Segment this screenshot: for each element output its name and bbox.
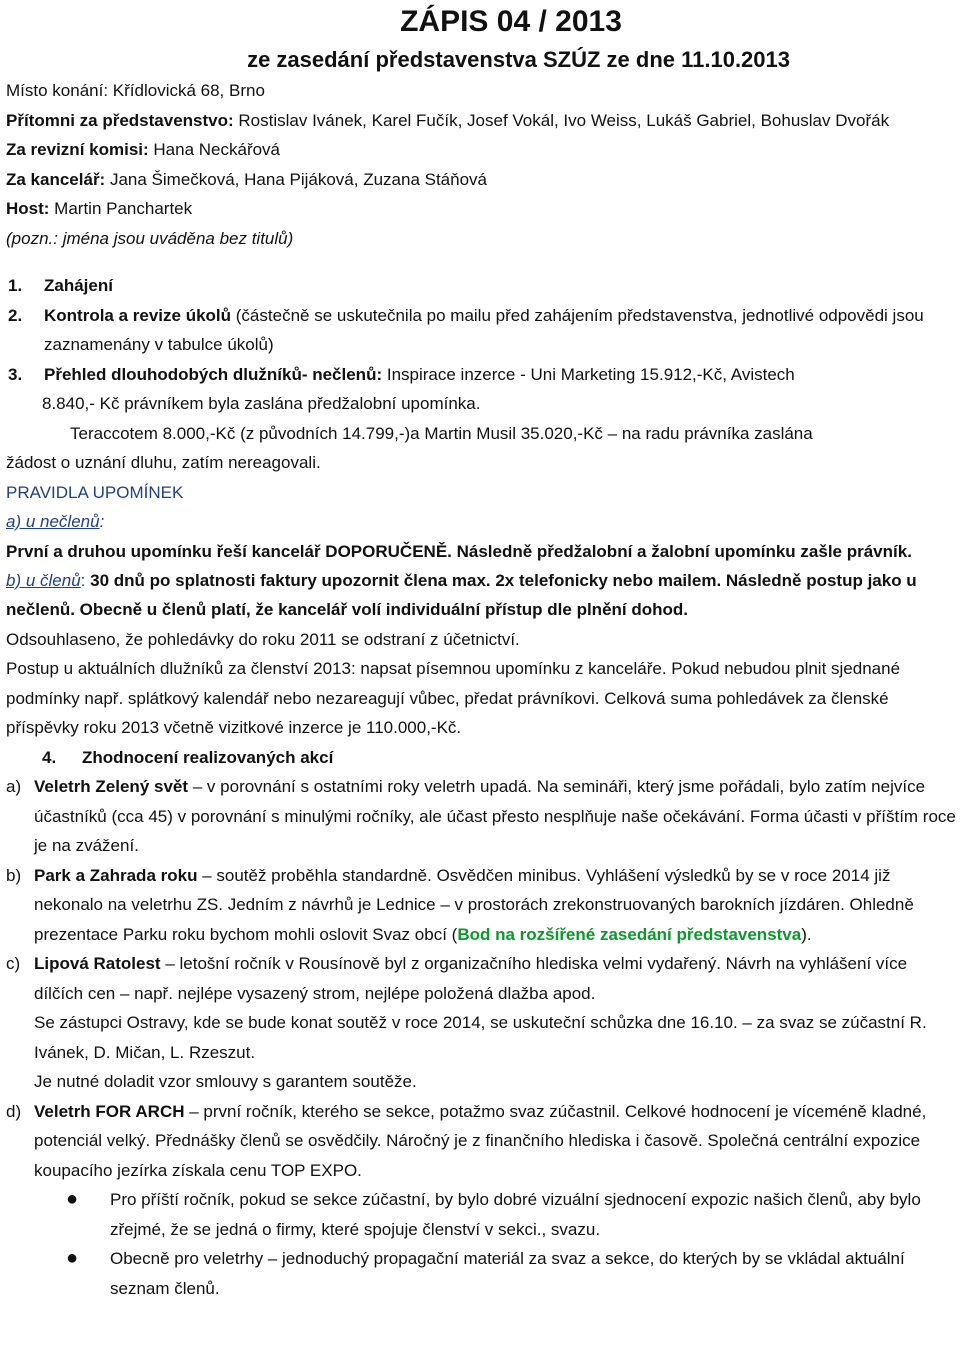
bullet-item: ● Pro příští ročník, pokud se sekce zúčastní, by bylo dobré vizuální sjednocení expozic našich členů, aby bylo zřejmé, že se jedná o firmy, které spojuje členství v sekci., svazu. (6, 1185, 956, 1244)
names-note: (pozn.: jména jsou uváděna bez titulů) (6, 228, 294, 248)
bullet-icon: ● (66, 1188, 79, 1210)
debtor-line-4: žádost o uznání dluhu, zatím nereagovali. (6, 453, 321, 472)
rules-members: b) u členů: 30 dnů po splatnosti faktury upozornit člena max. 2x telefonicky nebo mailem. Následně postup jako u nečlenů. Obecně u členů platí, že kancelář volí individuální přístup dle plnění dohod. (6, 570, 917, 619)
guest: Host: Martin Panchartek (6, 199, 193, 218)
event-item-lipova-ratolest: c) Lipová Ratolest – letošní ročník v Rousínově byl z organizačního hlediska velmi vydařený. Návrh na vyhlášení více dílčích cen – např. nejlépe vysazený strom, nejlépe položená dlažba apod. Se zástupci Ostravy, kde se bude konat soutěž v roce 2014, se uskuteční schůzka dne 16.10. – za svaz se zúčastní R. Ivánek, D. Mičan, L. Rzeszut. Je nutné doladit vzor smlouvy s garantem soutěže. (6, 954, 927, 1091)
present-members: Přítomni za představenstvo: Rostislav Ivánek, Karel Fučík, Josef Vokál, Ivo Weiss, Lukáš Gabriel, Bohuslav Dvořák (6, 110, 890, 130)
document-page (0, 2, 960, 1361)
rules-nonmembers-text: První a druhou upomínku řeší kancelář DOPORUČENĚ. Následně předžalobní a žalobní upomínku zašle právník. (6, 541, 912, 561)
rules-nonmembers-label: a) u nečlenů: (6, 512, 105, 531)
bullet-item: ● Obecně pro veletrhy – jednoduchý propagační materiál za svaz a sekce, do kterých by se vkládal aktuální seznam členů. (6, 1244, 956, 1303)
agenda-item-task-review: 2. Kontrola a revize úkolů (částečně se uskutečnila po mailu před zahájením představenstva, jednotlivé odpovědi jsou zaznamenány v tabulce úkolů) (8, 305, 924, 354)
meeting-place: Místo konání: Křídlovická 68, Brno (6, 81, 265, 100)
event-item-park-zahrada: b) Park a Zahrada roku – soutěž proběhla standardně. Osvědčen minibus. Vyhlášení výsledků by se v roce 2014 již nekonalo na veletrhu ZS. Jedním z návrhů je Lednice – v prostorách zrekonstruovaných barokních jízdáren. Ohledně prezentace Parku roku bychom mohli oslovit Svaz obcí (Bod na rozšířené zasedání představenstva). (6, 865, 914, 944)
office-staff: Za kancelář: Jana Šimečková, Hana Pijáková, Zuzana Stáňová (6, 169, 488, 189)
rules-heading: PRAVIDLA UPOMÍNEK (6, 482, 184, 502)
debtor-line-3: Teraccotem 8.000,-Kč (z původních 14.799,-)a Martin Musil 35.020,-Kč – na radu právníka zaslána (70, 423, 813, 443)
agenda-item-opening: 1. Zahájení (8, 276, 113, 295)
section-4-heading: 4. Zhodnocení realizovaných akcí (42, 747, 334, 767)
audit-committee: Za revizní komisi: Hana Neckářová (6, 140, 281, 159)
document-subtitle: ze zasedání představenstva SZÚZ ze dne 11.10.2013 (247, 47, 790, 72)
debtor-line-2: 8.840,- Kč právníkem byla zaslána předžalobní upomínka. (42, 394, 481, 413)
bullet-icon: ● (66, 1247, 79, 1269)
agenda-item-debtors: 3. Přehled dlouhodobých dlužníků- nečlenů: Inspirace inzerce - Uni Marketing 15.912,-Kč, Avistech (8, 364, 795, 384)
document-title: ZÁPIS 04 / 2013 (400, 5, 622, 38)
event-item-zeleny-svet: a) Veletrh Zelený svět – v porovnání s ostatními roky veletrh upadá. Na semináři, který jsme pořádali, bylo zatím nejvíce účastníků (cca 45) v porovnání s minulými ročníky, ale účast přesto nesplňuje naše očekávání. Forma účasti v příštím roce je na zvážení. (6, 777, 956, 855)
rules-agreed: Odsouhlaseno, že pohledávky do roku 2011 se odstraní z účetnictví. (6, 629, 520, 649)
event-item-for-arch: d) Veletrh FOR ARCH – první ročník, kterého se sekce, potažmo svaz zúčastnil. Celkové hodnocení je víceméně kladné, potenciál velký. Přednášky členů se osvědčily. Náročný je z finančního hlediska i časově. Společná centrální expozice koupacího jezírka získala cenu TOP EXPO. (6, 1101, 927, 1180)
rules-procedure: Postup u aktuálních dlužníků za členství 2013: napsat písemnou upomínku z kanceláře. Pokud nebudou plnit sjednané podmínky např. splátkový kalendář nebo nezareagují vůbec, předat právníkovi. Celková suma pohledávek za členské příspěvky roku 2013 včetně vizitkové inzerce je 110.000,-Kč. (6, 659, 901, 737)
